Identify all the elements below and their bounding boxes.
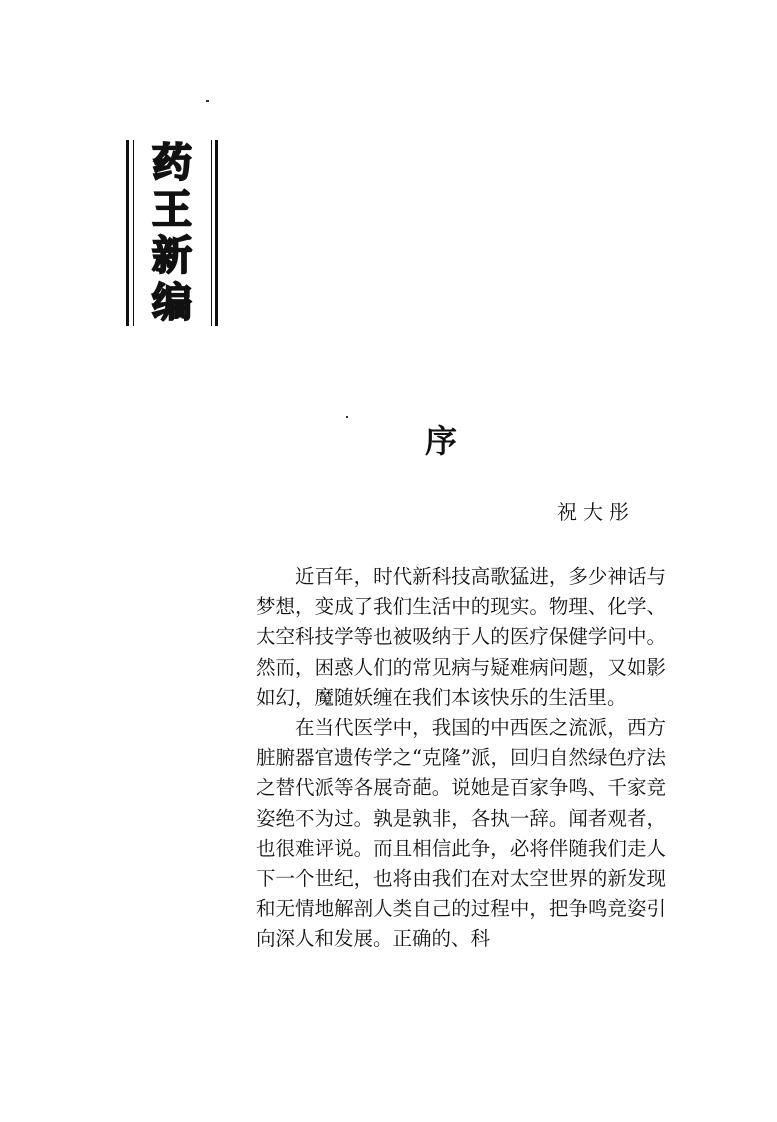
title-char: 编 (152, 279, 192, 326)
title-border-rule (215, 140, 218, 326)
author-name: 祝大彤 (557, 500, 635, 524)
paragraph: 近百年，时代新科技高歌猛进，多少神话与梦想，变成了我们生活中的现实。物理、化学、太空科技学等也被吸纳于人的医疗保健学问中。然而，困惑人们的常见病与疑难病问题，又如影如幻，魔随妖缠在我们本该快乐的生活里。 (256, 565, 666, 709)
title-border-rule (133, 140, 134, 326)
section-heading: 序 (425, 422, 460, 460)
scan-speck (206, 100, 209, 102)
paragraph: 在当代医学中，我国的中西医之流派，西方脏腑器官遗传学之“克隆”派，回归自然绿色疗法之替代派等各展奇葩。说她是百家争鸣、千家竞姿绝不为过。孰是孰非，各执一辞。闻者观者，也很难评说。而且相信此争，必将伴随我们走人下一个世纪，也将由我们在对太空世界的新发现和无情地解剖人类自己的过程中，把争鸣竞姿引向深人和发展。正确的、科 (256, 716, 666, 951)
title-char: 药 (152, 140, 192, 187)
body-text (256, 562, 666, 955)
scan-speck (346, 416, 348, 418)
title-border-rule (211, 140, 212, 326)
title-char: 王 (152, 186, 192, 233)
title-char: 新 (152, 233, 192, 280)
book-title-text (140, 140, 204, 326)
vertical-book-title (126, 140, 218, 326)
title-border-rule (126, 140, 129, 326)
